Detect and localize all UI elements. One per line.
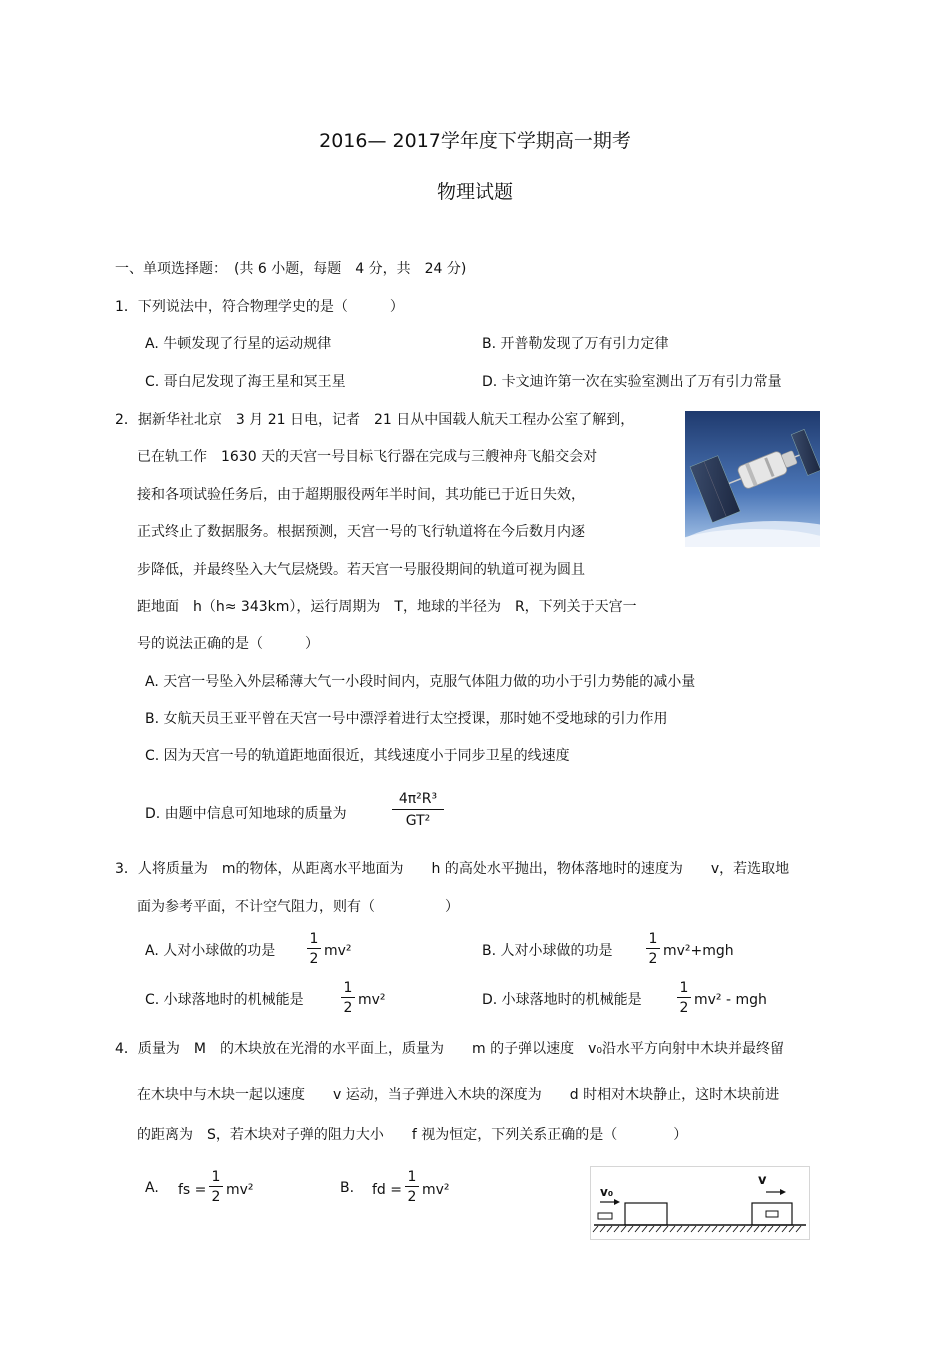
- q2-option-d: D. 由题中信息可知地球的质量为: [145, 806, 347, 822]
- half-numerator: 1: [211, 1169, 221, 1185]
- q1-option-a: A. 牛顿发现了行星的运动规律: [145, 336, 332, 352]
- q4-line-2: 在木块中与木块一起以速度 v 运动，当子弹进入木块的深度为 d 时相对木块静止，这时木块前进: [137, 1087, 780, 1103]
- half-numerator: 1: [679, 980, 689, 996]
- half-numerator: 1: [343, 980, 353, 996]
- q2-earth-mass-fraction: [392, 792, 444, 828]
- q3-option-d: D. 小球落地时的机械能是: [482, 992, 642, 1008]
- fraction-denominator: GT²: [405, 813, 431, 829]
- q2-line-1: 2．据新华社北京 3 月 21 日电，记者 21 日从中国载人航天工程办公室了解到，: [115, 412, 635, 428]
- half-denominator: 2: [407, 1189, 417, 1205]
- q4-option-a-expr: mv²: [226, 1182, 254, 1198]
- q2-line-7: 号的说法正确的是（ ）: [137, 636, 319, 652]
- half-denominator: 2: [648, 951, 658, 967]
- q3-option-d-expr: mv² - mgh: [694, 992, 767, 1008]
- q2-option-c: C. 因为天宫一号的轨道距地面很近，其线速度小于同步卫星的线速度: [145, 748, 570, 764]
- half-denominator: 2: [211, 1189, 221, 1205]
- half-numerator: 1: [407, 1169, 417, 1185]
- q4-line-3: 的距离为 S，若木块对子弹的阻力大小 f 视为恒定，下列关系正确的是（ ）: [137, 1127, 688, 1143]
- q3-line-1: 3．人将质量为 m的物体，从距离水平地面为 h 的高处水平抛出，物体落地时的速度为 v，若选取地: [115, 861, 790, 877]
- q4-option-b-lhs: fd =: [372, 1182, 402, 1198]
- q2-option-b: B. 女航天员王亚平曾在天宫一号中漂浮着进行太空授课，那时她不受地球的引力作用: [145, 711, 668, 727]
- half-numerator: 1: [309, 931, 319, 947]
- q1-option-b: B. 开普勒发现了万有引力定律: [482, 336, 669, 352]
- q4-option-a-lhs: fs =: [178, 1182, 207, 1198]
- q2-line-2: 已在轨工作 1630 天的天宫一号目标飞行器在完成与三艘神舟飞船交会对: [137, 449, 598, 465]
- q3-line-2: 面为参考平面，不计空气阻力，则有（ ）: [137, 899, 459, 915]
- fraction-numerator: 4π²R³: [398, 791, 438, 807]
- page-title: 2016— 2017学年度下学期高一期考: [319, 130, 631, 152]
- q4-option-b-half: [405, 1170, 419, 1204]
- q2-line-3: 接和各项试验任务后，由于超期服役两年半时间，其功能已于近日失效，: [137, 487, 585, 503]
- q2-line-5: 步降低，并最终坠入大气层烧毁。若天宫一号服役期间的轨道可视为圆且: [137, 562, 585, 578]
- q4-line-1: 4．质量为 M 的木块放在光滑的水平面上，质量为 m 的子弹以速度 v₀沿水平方向射中木块并最终留: [115, 1041, 784, 1057]
- q3-option-b-expr: mv²+mgh: [663, 943, 734, 959]
- tiangong-satellite-image: [685, 411, 820, 547]
- q3-option-b: B. 人对小球做的功是: [482, 943, 613, 959]
- half-numerator: 1: [648, 931, 658, 947]
- q4-option-a-half: [209, 1170, 223, 1204]
- q3-option-b-half: [646, 932, 660, 966]
- q4-option-b-expr: mv²: [422, 1182, 450, 1198]
- q3-option-a-expr: mv²: [324, 943, 352, 959]
- q3-option-a: A. 人对小球做的功是: [145, 943, 276, 959]
- bullet-block-figure: [590, 1166, 810, 1240]
- q2-option-a: A. 天宫一号坠入外层稀薄大气一小段时间内，克服气体阻力做的功小于引力势能的减小量: [145, 674, 696, 690]
- q3-option-c-half: [341, 981, 355, 1015]
- q3-option-c: C. 小球落地时的机械能是: [145, 992, 304, 1008]
- half-denominator: 2: [679, 1000, 689, 1016]
- q1-option-c: C. 哥白尼发现了海王星和冥王星: [145, 374, 346, 390]
- q3-option-c-expr: mv²: [358, 992, 386, 1008]
- q1-stem: 1．下列说法中，符合物理学史的是（ ）: [115, 299, 404, 315]
- figure-v0-label: v₀: [600, 1185, 614, 1199]
- q3-option-d-half: [677, 981, 691, 1015]
- half-denominator: 2: [309, 951, 319, 967]
- half-denominator: 2: [343, 1000, 353, 1016]
- figure-v-label: v: [758, 1173, 767, 1188]
- q4-option-a-label: A.: [145, 1180, 159, 1196]
- q2-line-6: 距地面 h（h≈ 343km），运行周期为 T，地球的半径为 R，下列关于天宫一: [137, 599, 637, 615]
- page-subtitle: 物理试题: [436, 181, 513, 203]
- q1-option-d: D. 卡文迪许第一次在实验室测出了万有引力常量: [482, 374, 782, 390]
- section-heading: 一、单项选择题： (共 6 小题，每题 4 分，共 24 分): [115, 261, 467, 277]
- q4-option-b-label: B.: [340, 1180, 355, 1196]
- q2-line-4: 正式终止了数据服务。根据预测，天宫一号的飞行轨道将在今后数月内逐: [137, 524, 585, 540]
- q3-option-a-half: [307, 932, 321, 966]
